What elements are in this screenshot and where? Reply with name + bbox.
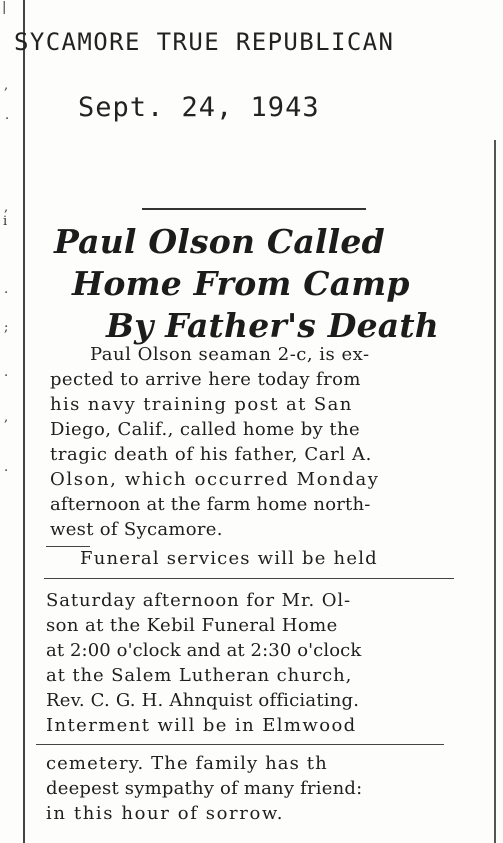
body-line: tragic death of his father, Carl A. [50,444,372,465]
clipping-date: Sept. 24, 1943 [78,92,320,123]
newspaper-name: SYCAMORE TRUE REPUBLICAN [14,28,395,56]
body-line: cemetery. The family has th [46,753,328,774]
headline-line-3: By Father's Death [106,306,439,345]
body-line: afternoon at the farm home north- [50,494,371,515]
adjacent-column-fragment: | , . , i . ; . , . [2,0,10,475]
headline-line-2: Home From Camp [72,264,410,303]
paste-seam-rule [36,744,444,745]
body-line: Saturday afternoon for Mr. Ol- [46,590,352,611]
body-line: pected to arrive here today from [50,369,361,390]
body-line: his navy training post at San [50,394,353,415]
headline-rule [142,208,366,210]
paste-seam-rule [46,546,90,547]
right-column-rule [494,140,496,843]
body-line: at 2:00 o'clock and at 2:30 o'clock [46,640,362,661]
body-line: Diego, Calif., called home by the [50,419,361,440]
body-line: son at the Kebil Funeral Home [46,615,338,636]
body-line: west of Sycamore. [50,519,223,540]
body-line: Paul Olson seaman 2-c, is ex- [90,344,370,365]
body-line: Rev. C. G. H. Ahnquist officiating. [46,690,360,711]
body-line: deepest sympathy of many friend: [46,778,363,799]
paste-seam-rule [44,578,454,579]
body-line: Olson, which occurred Monday [50,469,380,490]
body-line: in this hour of sorrow. [46,803,285,824]
body-line: Interment will be in Elmwood [46,715,357,736]
body-line: at the Salem Lutheran church, [46,665,353,686]
left-column-rule [23,0,25,843]
body-line: Funeral services will be held [80,548,378,569]
headline-line-1: Paul Olson Called [54,222,385,261]
